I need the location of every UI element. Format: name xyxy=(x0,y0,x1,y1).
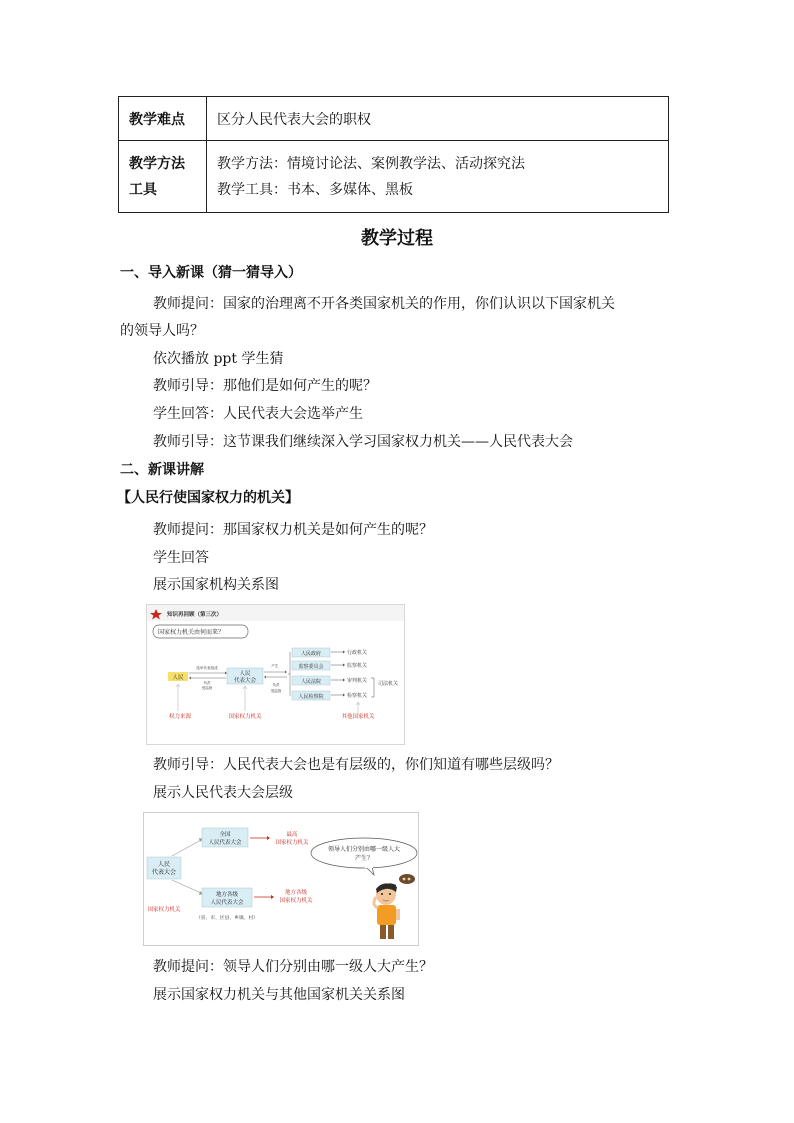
difficulty-value: 区分人民代表大会的职权 xyxy=(207,97,669,141)
resp-line1-b: 负责 xyxy=(272,683,280,687)
s1-paragraph-1-line2: 的领导人吗？ xyxy=(120,323,204,339)
local-organ-line2: 国家权力机关 xyxy=(279,898,313,904)
national-line2: 人民代表大会 xyxy=(208,840,242,846)
power-organ: 国家权力机关 xyxy=(147,907,181,913)
page-title: 教学过程 xyxy=(361,228,433,249)
people-label: 人民 xyxy=(172,675,184,681)
section1-heading: 一、导入新课（猜一猜导入） xyxy=(120,265,302,281)
npc-line2: 代表大会 xyxy=(233,678,257,684)
s2-paragraph-7: 展示国家权力机关与其他国家机关关系图 xyxy=(153,987,405,1003)
figure1-header: 知识再回顾（第三次） xyxy=(167,612,223,618)
figure1-question: 国家权力机关由何而来？ xyxy=(158,629,225,636)
gov-label: 人民政府 xyxy=(300,651,322,657)
proc-label: 人民检察院 xyxy=(298,694,324,700)
levels-text: （省、市、区县、乡镇、村） xyxy=(195,916,259,921)
sup-type: 监察机关 xyxy=(347,663,368,669)
method-value-line1: 教学方法：情境讨论法、案例教学法、活动探究法 xyxy=(217,155,525,172)
s2-paragraph-3: 展示国家机构关系图 xyxy=(153,577,279,593)
s2-paragraph-6: 教师提问：领导人们分别由哪一级人大产生？ xyxy=(153,959,433,975)
npc-line1: 人民 xyxy=(239,671,251,677)
local-line2: 人民代表大会 xyxy=(210,900,244,906)
other-organs: 其他国家机关 xyxy=(341,714,375,720)
power-organ: 国家权力机关 xyxy=(228,714,262,720)
bubble-line1: 领导人们分别由哪一级人大 xyxy=(327,846,401,853)
court-type: 审判机关 xyxy=(347,678,368,684)
judicial-brace xyxy=(371,678,374,697)
method-label-line1: 教学方法 xyxy=(129,155,185,172)
elect-label: 选举代表组成 xyxy=(196,666,218,670)
s1-paragraph-4: 学生回答：人民代表大会选举产生 xyxy=(153,406,363,422)
local-line1: 地方各级 xyxy=(215,892,239,898)
method-label-line2: 工具 xyxy=(129,181,157,198)
s2-paragraph-4: 教师引导：人民代表大会也是有层级的，你们知道有哪些层级吗？ xyxy=(153,757,559,773)
resp-line1: 负责 xyxy=(203,681,211,685)
figure2-svg xyxy=(144,813,419,946)
proc-type: 检察机关 xyxy=(347,693,368,699)
s2-paragraph-2: 学生回答 xyxy=(153,550,209,566)
npc-level-figure xyxy=(143,812,419,946)
highest-line2: 国家权力机关 xyxy=(275,840,309,846)
gov-type: 行政机关 xyxy=(347,650,368,656)
state-organ-relationship-figure xyxy=(146,604,405,745)
sup-label: 监察委员会 xyxy=(298,664,324,670)
local-organ-line1: 地方各级 xyxy=(284,890,308,896)
s1-paragraph-2: 依次播放 ppt 学生猜 xyxy=(153,351,284,367)
s2-paragraph-5: 展示人民代表大会层级 xyxy=(153,785,293,801)
npc-line1: 人民 xyxy=(157,861,171,868)
speech-bubble xyxy=(311,838,417,868)
method-value xyxy=(207,141,669,213)
student-icon xyxy=(374,874,415,939)
s1-paragraph-1-line1: 教师提问：国家的治理离不开各类国家机关的作用，你们认识以下国家机关 xyxy=(153,296,615,312)
s1-paragraph-3: 教师引导：那他们是如何产生的呢？ xyxy=(153,378,377,394)
produce-label: 产生 xyxy=(271,664,279,668)
difficulty-label: 教学难点 xyxy=(119,97,207,141)
highest-line1: 最高 xyxy=(286,832,298,838)
info-table xyxy=(118,96,669,213)
power-source: 权力来源 xyxy=(168,714,192,720)
national-line1: 全国 xyxy=(219,832,231,838)
section2-subheading: 【人民行使国家权力的机关】 xyxy=(117,490,299,506)
method-value-line2: 教学工具：书本、多媒体、黑板 xyxy=(217,181,413,198)
judicial-label: 司法机关 xyxy=(378,681,399,687)
table-row xyxy=(119,97,669,141)
resp-line2-b: 受监督 xyxy=(270,689,282,693)
section2-heading: 二、新课讲解 xyxy=(120,462,204,478)
court-label: 人民法院 xyxy=(300,679,322,685)
table-row xyxy=(119,141,669,213)
resp-line2: 受监督 xyxy=(201,686,213,690)
npc-line2: 代表大会 xyxy=(151,869,177,876)
method-label xyxy=(119,141,207,213)
bubble-line2: 产生？ xyxy=(354,855,374,862)
s2-paragraph-1: 教师提问：那国家权力机关是如何产生的呢？ xyxy=(153,522,433,538)
s1-paragraph-5: 教师引导：这节课我们继续深入学习国家权力机关——人民代表大会 xyxy=(153,434,573,450)
figure1-svg xyxy=(147,605,405,745)
